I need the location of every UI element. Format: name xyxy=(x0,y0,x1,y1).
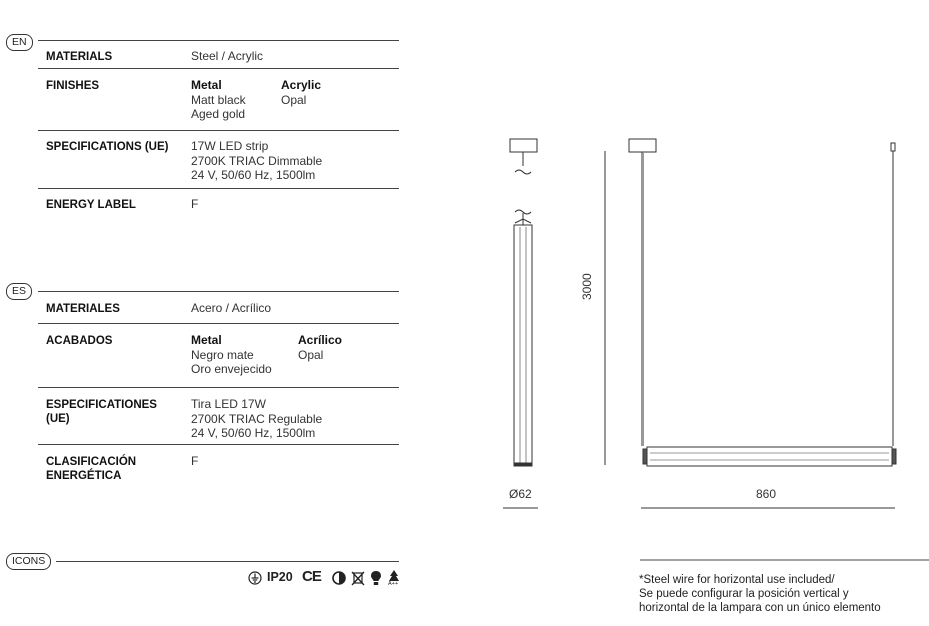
installation-note xyxy=(639,573,881,615)
acabados-acrylic-head: Acrílico xyxy=(298,333,343,347)
row-label-acabados: ACABADOS xyxy=(46,335,113,347)
finishes-metal-head: Metal xyxy=(191,78,222,92)
section-tag-es: ES xyxy=(6,283,32,300)
note-line: Se puede configurar la posición vertical y xyxy=(639,588,849,600)
length-dimension-label: 860 xyxy=(756,487,777,501)
canopy-horizontal xyxy=(629,139,656,152)
row-value-energy: F xyxy=(191,197,199,211)
label-line: (UE) xyxy=(46,413,70,425)
section-tag-icons: ICONS xyxy=(6,553,51,570)
height-dimension-label: 3000 xyxy=(580,273,594,300)
finish-item: Oro envejecido xyxy=(191,362,272,376)
row-label-energy: ENERGY LABEL xyxy=(46,199,136,211)
row-label-materiales: MATERIALES xyxy=(46,303,120,315)
spec-line: Tira LED 17W xyxy=(191,397,266,411)
finish-item: Matt black xyxy=(191,92,246,107)
label-line: ENERGÉTICA xyxy=(46,470,122,482)
finish-item: Aged gold xyxy=(191,107,246,121)
spec-line: 24 V, 50/60 Hz, 1500lm xyxy=(191,168,316,182)
vertical-tube xyxy=(514,225,532,466)
finish-item: Negro mate xyxy=(191,347,254,362)
spec-line: 2700K TRIAC Regulable xyxy=(191,411,323,426)
horizontal-tube xyxy=(647,447,892,466)
section-tag-en: EN xyxy=(6,34,33,51)
energy-class-small-label: A++ xyxy=(388,581,399,587)
note-line: horizontal de la lampara con un único elemento xyxy=(639,602,881,614)
finishes-acrylic-head: Acrylic xyxy=(281,78,322,92)
finish-item: Opal xyxy=(281,92,307,107)
spec-line: 24 V, 50/60 Hz, 1500lm xyxy=(191,426,316,440)
label-line: CLASIFICACIÓN xyxy=(46,456,137,468)
note-line: *Steel wire for horizontal use included/ xyxy=(639,574,835,586)
wire-anchor xyxy=(891,143,895,151)
row-value-clasificacion: F xyxy=(191,454,199,468)
spec-line: 2700K TRIAC Dimmable xyxy=(191,153,323,168)
finish-item: Opal xyxy=(298,347,324,362)
ip-rating: IP20 xyxy=(267,570,293,584)
row-label-specifications: SPECIFICATIONS (UE) xyxy=(46,141,169,153)
canopy-vertical xyxy=(510,139,537,152)
spec-line: 17W LED strip xyxy=(191,139,269,153)
row-label-finishes: FINISHES xyxy=(46,80,100,92)
ce-mark-icon: CE xyxy=(302,568,321,585)
row-value-materiales: Acero / Acrílico xyxy=(191,301,272,315)
label-line: ESPECIFICATIONES xyxy=(46,399,157,411)
row-label-materials: MATERIALS xyxy=(46,51,113,63)
diameter-dimension-label: Ø62 xyxy=(509,487,532,501)
acabados-metal-head: Metal xyxy=(191,333,222,347)
row-value-materials: Steel / Acrylic xyxy=(191,49,264,63)
